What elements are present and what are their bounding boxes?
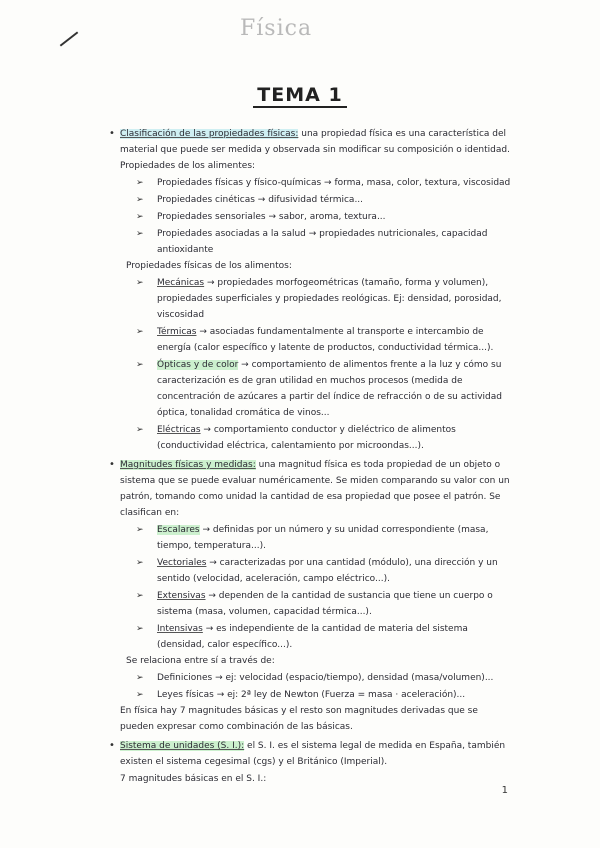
handwritten-title-doodle: Física [240,16,313,41]
list-item: ➢ Extensivas → dependen de la cantidad de sustancia que tiene un cuerpo o sistema (masa, volumen, capacidad térmica...). [157,588,512,620]
pen-stroke-mark [60,31,79,46]
section-text: el S. I. es el sistema legal de medida en España, también existen el sistema cegesimal (cgs) y el Británico (Imperial). [120,741,506,767]
section-heading: Sistema de unidades (S. I.): [120,741,245,751]
section-magnitudes [109,457,512,521]
section-heading: Clasificación de las propiedades físicas: [120,129,299,139]
section-units-system [109,738,512,770]
bullet-icon: • [109,740,115,751]
arrow-bullet-icon: ➢ [136,624,144,634]
arrow-bullet-icon: ➢ [136,360,144,370]
arrow-bullet-icon: ➢ [136,525,144,535]
relation-intro: Se relaciona entre sí a través de: [126,656,275,666]
section-tail: 7 magnitudes básicas en el S. I.: [120,774,267,784]
arrow-bullet-icon: ➢ [136,212,144,222]
list-item: ➢ Propiedades sensoriales → sabor, aroma, textura... [157,209,512,225]
bullet-icon: • [109,128,115,139]
arrow-bullet-icon: ➢ [136,558,144,568]
list-item: ➢ Intensivas → es independiente de la cantidad de materia del sistema (densidad, calor específico...). [157,621,512,653]
bullet-icon: • [109,459,115,470]
arrow-bullet-icon: ➢ [136,195,144,205]
list-item: ➢ Propiedades físicas y físico-químicas → forma, masa, color, textura, viscosidad [157,175,512,191]
list-item: ➢ Leyes físicas → ej: 2ª ley de Newton (Fuerza = masa · aceleración)... [157,687,512,703]
page-number: 1 [501,785,508,796]
section-text: una propiedad física es una característica del material que puede ser medida y observada sin modificar su composición o identidad. Propiedades de los alimentes: [120,129,510,171]
list-item: ➢ Eléctricas → comportamiento conductor y dieléctrico de alimentos (conductividad eléctrica, calentamiento por microondas...). [157,422,512,454]
section-heading: Magnitudes físicas y medidas: [120,460,256,470]
closing-note: En física hay 7 magnitudes básicas y el resto son magnitudes derivadas que se pueden expresar como combinación de las básicas. [120,706,478,732]
list-item: ➢ Vectoriales → caracterizadas por una cantidad (módulo), una dirección y un sentido (velocidad, aceleración, campo eléctrico...). [157,555,512,587]
arrow-bullet-icon: ➢ [136,327,144,337]
list-item: ➢ Definiciones → ej: velocidad (espacio/tiempo), densidad (masa/volumen)... [157,670,512,686]
arrow-bullet-icon: ➢ [136,673,144,683]
arrow-bullet-icon: ➢ [136,178,144,188]
list-item: ➢ Térmicas → asociadas fundamentalmente al transporte e intercambio de energía (calor específico y latente de productos, conductividad térmica...). [157,324,512,356]
arrow-bullet-icon: ➢ [136,591,144,601]
list-item: ➢ Mecánicas → propiedades morfogeométricas (tamaño, forma y volumen), propiedades superficiales y propiedades reológicas. Ej: densidad, porosidad, viscosidad [157,275,512,323]
arrow-bullet-icon: ➢ [136,278,144,288]
list-item: ➢ Ópticas y de color → comportamiento de alimentos frente a la luz y cómo su caracterización es de gran utilidad en muchos procesos (medida de concentración de azúcares a partir del índice de refracción o de su actividad óptica, tonalidad cromática de vinos... [157,357,512,421]
arrow-bullet-icon: ➢ [136,229,144,239]
arrow-bullet-icon: ➢ [136,690,144,700]
list-item: ➢ Propiedades cinéticas → difusividad térmica... [157,192,512,208]
notes-body [109,126,512,787]
section-text: una magnitud física es toda propiedad de un objeto o sistema que se puede evaluar numéricamente. Se miden comparando su valor con un patrón, tomando como unidad la cantidad de esa propiedad que posee el patrón. Se clasifican en: [120,460,510,518]
page-title: TEMA 1 [0,84,600,106]
sub-intro: Propiedades físicas de los alimentos: [126,261,292,271]
list-item: ➢ Escalares → definidas por un número y su unidad correspondiente (masa, tiempo, temperatura...). [157,522,512,554]
arrow-bullet-icon: ➢ [136,425,144,435]
section-physical-properties [109,126,512,174]
list-item: ➢ Propiedades asociadas a la salud → propiedades nutricionales, capacidad antioxidante [157,226,512,258]
